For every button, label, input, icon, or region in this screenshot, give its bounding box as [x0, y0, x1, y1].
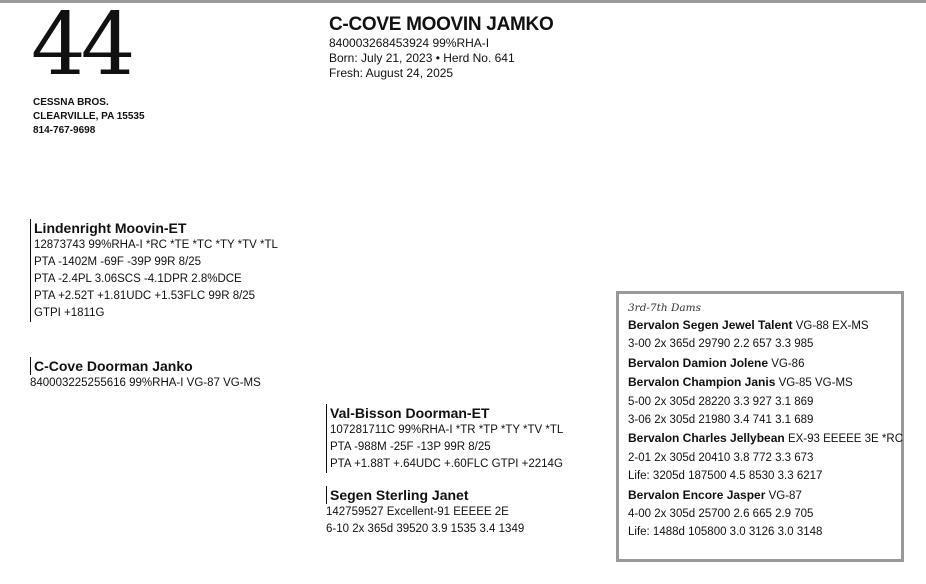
- dam-entry-name: Bervalon Champion Janis: [628, 375, 776, 390]
- dam-entry-name: Bervalon Encore Jasper: [628, 487, 766, 502]
- animal-header: [329, 14, 553, 81]
- dam-name: C-Cove Doorman Janko: [30, 357, 261, 375]
- dam-entry-name: Bervalon Charles Jellybean: [628, 431, 785, 446]
- top-rule: [0, 0, 926, 3]
- maternal-sire-line: PTA -988M -25F -13P 99R 8/25: [330, 441, 491, 453]
- maternal-sire-line: PTA +1.88T +.64UDC +.60FLC GTPI +2214G: [330, 458, 563, 470]
- dam-record: 3-00 2x 365d 29790 2.2 657 3.3 985: [628, 338, 814, 351]
- maternal-dam-line: 6-10 2x 365d 39520 3.9 1535 3.4 1349: [326, 523, 525, 535]
- dam-record: 5-00 2x 305d 28220 3.3 927 3.1 869: [628, 395, 814, 408]
- dam-entry: [628, 316, 901, 335]
- animal-id: 840003268453924 99%RHA-I: [329, 36, 490, 50]
- dams-box-title: 3rd-7th Dams: [628, 302, 701, 314]
- consignor-info: [33, 96, 145, 138]
- maternal-sire-block: [326, 404, 563, 473]
- dam-line: 840003225255616 99%RHA-I VG-87 VG-MS: [30, 377, 261, 389]
- dam-entry-score: EX-93 EEEEE 3E *RC: [784, 433, 903, 446]
- dam-entry: [628, 373, 901, 392]
- consignor-location: CLEARVILLE, PA 15535: [33, 111, 145, 122]
- sire-line: 12873743 99%RHA-I *RC *TE *TC *TY *TV *TL: [34, 239, 278, 251]
- dams-box: [616, 291, 904, 562]
- maternal-dam-line: 142759527 Excellent-91 EEEEE 2E: [326, 506, 509, 518]
- sire-line: GTPI +1811G: [34, 307, 105, 319]
- dam-record: Life: 3205d 187500 4.5 8530 3.3 6217: [628, 470, 823, 483]
- lot-number: 44: [31, 0, 131, 95]
- dam-entry-score: VG-86: [768, 357, 805, 370]
- animal-name: C-COVE MOOVIN JAMKO: [329, 14, 554, 35]
- dam-record: 4-00 2x 305d 25700 2.6 665 2.9 705: [628, 508, 814, 521]
- dam-entry: [628, 354, 901, 373]
- dam-entry: [628, 429, 901, 448]
- maternal-sire-line: 107281711C 99%RHA-I *TR *TP *TY *TV *TL: [330, 424, 564, 436]
- consignor-phone: 814-767-9698: [33, 125, 96, 136]
- sire-line: PTA +2.52T +1.81UDC +1.53FLC 99R 8/25: [34, 290, 256, 302]
- maternal-dam-block: [326, 486, 524, 538]
- dam-entry-name: Bervalon Segen Jewel Talent: [628, 318, 793, 332]
- dam-entry-score: VG-87: [765, 489, 802, 502]
- consignor-name: CESSNA BROS.: [33, 97, 109, 108]
- sire-line: PTA -2.4PL 3.06SCS -4.1DPR 2.8%DCE: [34, 273, 242, 285]
- dam-entry: [628, 486, 901, 505]
- dam-record: 2-01 2x 305d 20410 3.8 772 3.3 673: [628, 451, 814, 464]
- maternal-dam-name: Segen Sterling Janet: [326, 486, 524, 504]
- animal-fresh: Fresh: August 24, 2025: [329, 66, 454, 80]
- dam-entry-name: Bervalon Damion Jolene: [628, 355, 769, 370]
- maternal-sire-name: Val-Bisson Doorman-ET: [330, 405, 490, 421]
- dam-entry-score: VG-88 EX-MS: [792, 320, 869, 332]
- animal-born: Born: July 21, 2023 • Herd No. 641: [329, 51, 515, 65]
- dam-entry-score: VG-85 VG-MS: [775, 377, 853, 390]
- dam-block: [30, 357, 261, 392]
- dam-record: 3-06 2x 305d 21980 3.4 741 3.1 689: [628, 414, 814, 427]
- dam-record: Life: 1488d 105800 3.0 3126 3.0 3148: [628, 526, 823, 539]
- sire-block: [30, 219, 278, 322]
- sire-line: PTA -1402M -69F -39P 99R 8/25: [34, 256, 202, 268]
- sire-name: Lindenright Moovin-ET: [34, 220, 187, 236]
